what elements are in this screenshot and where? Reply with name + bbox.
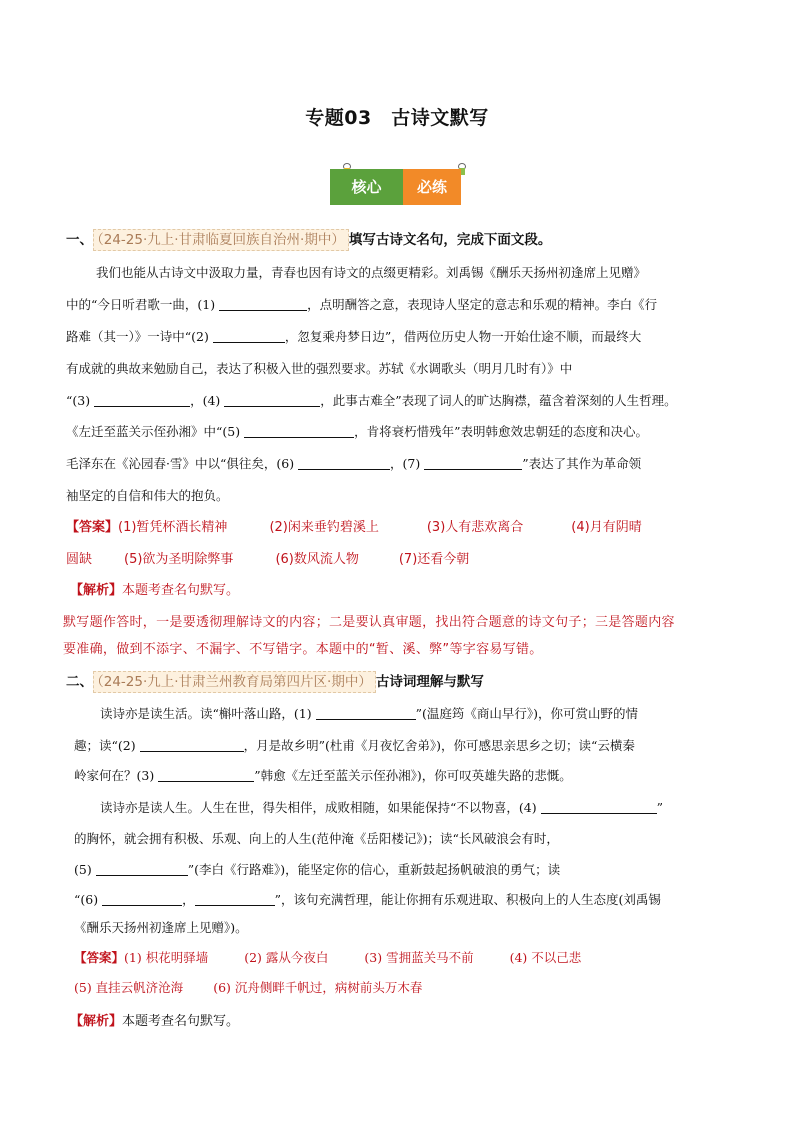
fill-blank xyxy=(102,892,182,906)
analysis-line: 要准确，做到不添字、不漏字、不写错字。本题中的“暂、溪、弊”等字容易写错。 xyxy=(63,642,543,657)
analysis-line: 【解析】本题考查名句默写。 xyxy=(70,1014,240,1029)
fill-blank xyxy=(316,706,416,720)
question-source-tag: （24-25·九上·甘肃兰州教育局第四片区·期中） xyxy=(93,671,376,693)
fill-blank xyxy=(219,297,307,311)
fill-blank xyxy=(244,424,354,438)
passage-line: 读诗亦是读生活。读“槲叶落山路，(1) ”(温庭筠《商山早行》)，你可赏山野的情 xyxy=(100,706,638,721)
question-2-header: 二、 （24-25·九上·甘肃兰州教育局第四片区·期中） 古诗词理解与默写 xyxy=(66,670,484,690)
fill-blank xyxy=(158,768,254,782)
badge-right-label: 必练 xyxy=(403,169,461,205)
fill-blank xyxy=(140,738,244,752)
analysis-line: 默写题作答时，一是要透彻理解诗文的内容；二是要认真审题，找出符合题意的诗文句子；三是答题内容 xyxy=(63,615,675,630)
passage-line: 的胸怀，就会拥有积极、乐观、向上的人生(范仲淹《岳阳楼记》)；读“长风破浪会有时， xyxy=(74,831,559,846)
fill-blank xyxy=(94,393,190,407)
fill-blank xyxy=(424,456,522,470)
passage-line: 我们也能从古诗文中汲取力量，青春也因有诗文的点缀更精彩。刘禹锡《酬乐天扬州初逢席上见赠》 xyxy=(96,265,647,280)
fill-blank xyxy=(224,393,320,407)
passage-line: 毛泽东在《沁园春·雪》中以“俱往矣，(6) ，(7) ”表达了其作为革命领 xyxy=(66,456,642,471)
passage-line: 《酬乐天扬州初逢席上见赠》)。 xyxy=(74,920,248,935)
passage-line: “(3) ，(4) ，此事古难全”表现了词人的旷达胸襟，蕴含着深刻的人生哲理。 xyxy=(66,393,677,408)
analysis-line: 【解析】本题考查名句默写。 xyxy=(70,583,240,598)
fill-blank xyxy=(541,800,657,814)
fill-blank xyxy=(96,862,188,876)
passage-line: 路难（其一）》一诗中“(2) ，忽复乘舟梦日边”，借两位历史人物一开始仕途不顺，而最终大 xyxy=(66,329,642,344)
passage-line: 袖坚定的自信和伟大的抱负。 xyxy=(66,488,229,503)
passage-line: (5) ”(李白《行路难》)，能坚定你的信心，重新鼓起扬帆破浪的勇气；读 xyxy=(74,862,561,877)
passage-line: 中的“今日听君歌一曲，(1) ，点明酬答之意，表现诗人坚定的意志和乐观的精神。李白《行 xyxy=(66,297,658,312)
answer-line: 【答案】(1)暂凭杯酒长精神 (2)闲来垂钓碧溪上 (3)人有悲欢离合 (4)月有阴晴 xyxy=(66,520,642,535)
answer-line: 圆缺 (5)欲为圣明除弊事 (6)数风流人物 (7)还看今朝 xyxy=(66,552,470,567)
page-title: 专题03 古诗文默写 xyxy=(305,107,489,129)
passage-line: 《左迁至蓝关示侄孙湘》中“(5) ，肯将衰朽惜残年”表明韩愈效忠朝廷的态度和决心。 xyxy=(66,424,648,439)
answer-line: 【答案】(1) 枳花明驿墙 (2) 露从今夜白 (3) 雪拥蓝关马不前 (4) 不以己悲 xyxy=(74,950,582,965)
passage-line: “(6) ， ”，该句充满哲理，能让你拥有乐观进取、积极向上的人生态度(刘禹锡 xyxy=(74,892,661,907)
passage-line: 岭家何在？(3) ”韩愈《左迁至蓝关示侄孙湘》)，你可叹英雄失路的悲慨。 xyxy=(74,768,572,783)
passage-line: 读诗亦是读人生。人生在世，得失相伴，成败相随，如果能保持“不以物喜，(4) ” xyxy=(100,800,663,815)
passage-line: 趣；读“(2) ，月是故乡明”(杜甫《月夜忆舍弟》)，你可感思亲思乡之切；读“云横秦 xyxy=(74,738,635,753)
question-source-tag: （24-25·九上·甘肃临夏回族自治州·期中） xyxy=(93,229,349,251)
fill-blank xyxy=(213,329,285,343)
badge-left-label: 核心 xyxy=(330,169,403,205)
core-practice-badge xyxy=(330,163,461,205)
fill-blank xyxy=(195,892,275,906)
answer-line: (5) 直挂云帆济沧海 (6) 沉舟侧畔千帆过，病树前头万木春 xyxy=(74,980,423,995)
question-1-header: 一、 （24-25·九上·甘肃临夏回族自治州·期中） 填写古诗文名句，完成下面文段。 xyxy=(66,228,551,248)
passage-line: 有成就的典故来勉励自己，表达了积极入世的强烈要求。苏轼《水调歌头（明月几时有）》中 xyxy=(66,361,573,376)
fill-blank xyxy=(298,456,390,470)
